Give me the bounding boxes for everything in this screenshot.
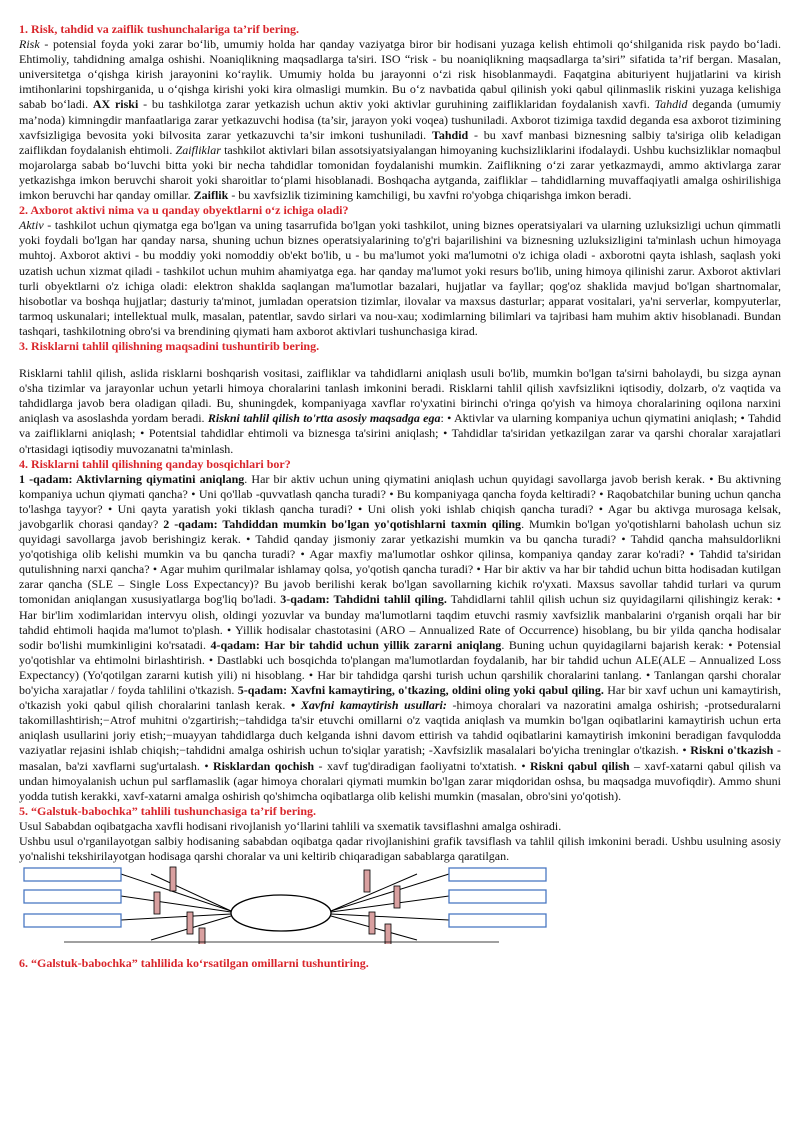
- question-6-title: 6. “Galstuk-babochka” tahlilida ko‘rsatilgan omillarni tushuntiring.: [19, 956, 369, 971]
- step-1-text: . Har bir aktiv uchun uning qiymatini aniqlash uchun quyidagi savollarga javob berish kerak. • Bu aktivning kompaniya uchun qiymati qancha? • Uni qo'llab -quvvatlash qancha turadi? • Bu kompaniyaga qancha foyda keltiradi? • Raqobatchilar buning uchun qancha to'lashga tayyor? • Uni qayta yaratish yoki tiklash qancha turadi? • Uni olish yoki ishlab chiqish qancha turadi? • Agar bu aktivga murosaga kelsak, javobgarlik chorasi qanday?: [19, 471, 781, 531]
- answer-1-text-d: - bu xavf manbasi biznesning salbiy ta'siriga olib keladigan zaiflikdan foydalanish ehtimoli.: [19, 127, 781, 157]
- bowtie-diagram: [19, 866, 781, 944]
- step-5-text: Har bir xavf uchun uni kamaytirish, o'tkazish yoki qabul qilish choralarini tanlash kerak.: [19, 683, 781, 713]
- cause-line: [121, 896, 231, 912]
- spacer: [19, 944, 781, 956]
- step-3-heading: 3-qadam: Tahdidni tahlil qiling.: [280, 592, 447, 607]
- cause-line: [121, 914, 231, 920]
- answer-3: [19, 366, 781, 457]
- step-5-emphasis: Xavfni kamaytirish usullari:: [300, 698, 447, 713]
- answer-4: [19, 472, 781, 804]
- consequence-box: [449, 914, 546, 927]
- risk-transfer-text: - masalan, ba'zi xavflarni sug'urtalash. •: [19, 743, 781, 773]
- prevention-barrier: [199, 928, 205, 944]
- answer-1-text-b: - bu tashkilotga zarar yetkazish uchun aktiv yoki aktivlar guruhining zaifliklaridan foydalanish xavfi.: [138, 97, 655, 112]
- step-5-heading: 5-qadam: Xavfni kamaytiring, o'tkazing, oldini oling yoki qabul qiling.: [237, 683, 604, 698]
- mitigation-barrier: [385, 924, 391, 944]
- consequence-line: [331, 914, 449, 920]
- cause-box: [24, 890, 121, 903]
- answer-2: [19, 218, 781, 339]
- risk-transfer-heading: Riskni o'tkazish: [690, 743, 774, 758]
- term-risk: Risk: [19, 37, 40, 52]
- question-5-title: 5. “Galstuk-babochka” tahlili tushunchasiga ta’rif bering.: [19, 803, 317, 818]
- document-page: [19, 22, 781, 971]
- bowtie-svg: [19, 866, 781, 944]
- term-ax-riski: AX riski: [92, 97, 139, 112]
- answer-1-text-f: - bu xavfsizlik tizimining kamchiligi, bu xavfni ro'yobga chiqarishga imkon beradi.: [228, 188, 632, 203]
- consequence-line: [331, 874, 449, 911]
- answer-1-text-e: tashkilot aktivlari bilan assotsiyatsiyalangan himoyaning kuchsizliklarini ifodalaydi. Ushbu kuchsizliklar nomaqbul mojarolarga sabab bo‘luvchi bitta yoki bir necha tahdidlar tomonidan foydalanishi mumkin. Zaiflikning o‘zi zarar yetkazmaydi, ammo aktivlarga zarar yetkazishga imkon beruvchi sharoit yoki sharoitlar to‘plami hisoblanadi. Boshqacha aytganda, zaifliklar – tahdidlarning muvaffaqiyatli amalga oshirilishiga imkon beruvchi har qanday omillar.: [19, 142, 781, 203]
- answer-3-text-a: Risklarni tahlil qilish, aslida risklarni boshqarish vositasi, zaifliklar va tahdidlarni aniqlash usuli bo'lib, mumkin bo'lgan ta'sirni baholaydi, bu sizga aynan o'sha tizimlar va jarayonlar uchun yetarli himoya choralarini tanlash imkonini beradi. Risklarni tahlil qilish xavfsizlikni iqtisodiy, dolzarb, o'z vaqtida va tahdidlarga javob bera oladigan qiladi. Bu, shuningdek, kompaniyaga xavflar ro'yxatini birinchi o'ringa qo'yish va himoya choralarining oqilona narxini aniqlash va asoslashda yordam beradi.: [19, 366, 781, 426]
- term-tahdid-italic: Tahdid: [654, 97, 688, 112]
- step-5-bullet: •: [291, 698, 301, 713]
- answer-5-line-1: Usul Sababdan oqibatgacha xavfli hodisani rivojlanish yo‘llarini tahlili va sxematik tavsiflashni amalga oshiradi.: [19, 818, 562, 833]
- answer-3-emphasis: Riskni tahlil qilish to'rtta asosiy maqsadga ega: [207, 411, 441, 426]
- answer-1-text-c: deganda (umumiy ma’noda) kimningdir manfaatlariga zarar yetkazuvchi hodisa (ta’sir, jarayon yoki voqea) tushuniladi. Axborot tizimiga taxdid deganda esa axborot tizimining xavfsizligiga bevosita yoki bilvosita zarar yetkazuvchi ta’sir imkoni tushuniladi.: [19, 97, 782, 142]
- risk-accept-heading: Riskni qabul qilish: [529, 758, 630, 773]
- risk-avoid-heading: Risklardan qochish: [212, 758, 315, 773]
- consequence-box: [449, 890, 546, 903]
- consequence-line: [331, 896, 449, 912]
- mitigation-barrier: [369, 912, 375, 934]
- prevention-barrier: [154, 892, 160, 914]
- step-3-text: Tahdidlarni tahlil qilish uchun siz quyidagilarni qilishingiz kerak: • Har bir'lim xodimlaridan intervyu olish, oldingi yozuvlar va bunday ma'lumotlarni taqdim etuvchi rasmiy xavfsizlik manbalarini o'rganish orqali har bir tahdid ehtimoli haqida ma'lumot to'plash. • Yillik hodisalar chastotasini (ARO – Annualized Rate of Occurrence) hisoblang, bu bir yilda qancha hodisalar sodir bo'lishi mumkinligini ko'rsatadi.: [19, 592, 782, 652]
- consequence-box: [449, 868, 546, 881]
- term-zaiflik: Zaiflik: [193, 188, 229, 203]
- answer-1: [19, 37, 781, 203]
- mitigation-barrier: [394, 886, 400, 908]
- mitigation-barrier: [364, 870, 370, 892]
- answer-5-line-2: Ushbu usul o'rganilayotgan salbiy hodisaning sababdan oqibatga qadar rivojlanishini grafik tavsiflash va tahlil qilish imkonini beradi. Ushbu usulning asosiy yo'nalishi tekshirilayotgan hodisaga qarshi choralar va uni keltirib chiqaradigan sabablarga qaratilgan.: [19, 833, 781, 864]
- consequence-line: [331, 874, 417, 911]
- step-4-heading: 4-qadam: Har bir tahdid uchun yillik zararni aniqlang: [210, 637, 502, 652]
- prevention-barrier: [187, 912, 193, 934]
- cause-box: [24, 868, 121, 881]
- question-2-title: 2. Axborot aktivi nima va u qanday obyektlarni o‘z ichiga oladi?: [19, 203, 349, 218]
- question-3-title: 3. Risklarni tahlil qilishning maqsadini tushuntirib bering.: [19, 338, 320, 353]
- risk-accept-text: – xavf-xatarni qabul qilish va undan himoyalanish uchun pul sarflamaslik (agar himoya choralari qiymati mumkin bo'lgan zarar miqdoridan oshsa, bu maqsadga muvofiqdir). Ammo shuni yodda tutish kerakki, xavf-xatarni amalga oshirish qo'shimcha oqibatlarga olib kelishi mumkin (masalan, obro'sini yo'qotish).: [19, 758, 782, 803]
- cause-line: [151, 874, 231, 911]
- step-2-heading: 2 -qadam: Tahdiddan mumkin bo'lgan yo'qotishlarni taxmin qiling: [163, 517, 522, 531]
- step-5-list: -himoya choralari va nazoratini amalga oshirish; -protseduralarni takomillashtirish;−Atrof muhitni o'zgartirish;−tahdidga ta'sir etuvchi omillarni o'z vaqtida aniqlash va mumkin bo'lgan oqibatlarini kamaytirish uchun erta aniqlash usullarini joriy etish;−muayyan tahdidlarga duch kelganda ishni davom ettirish va tahdid oqibatlarini kamaytirish imkonini beradigan favqulodda vaziyatlar rejasini ishlab chiqish;−tahdidni amalga oshirish uchun to'siqlar yaratish; -Xavfsizlik masalalari bo'yicha treninglar o'tkazish. •: [19, 698, 781, 758]
- step-4-text: . Buning uchun quyidagilarni bajarish kerak: • Potensial yo'qotishlar va ehtimolni birlashtirish. • Dastlabki uch bosqichda to'plangan ma'lumotlardan foydalanib, har bir tahdid uchun ALE(ALE – Annualized Loss Expectancy) (Yo'qotilgan zararni kutish yili) ni hisoblang. • Har bir tahdidga qarshi turish uchun qarshilik choralarini tanlang. • Tanlangan qarshi choralar bo'yicha xarajatlar / foyda tahlilini o'tkazish.: [19, 637, 781, 698]
- term-tahdid-bold: Tahdid: [431, 127, 469, 142]
- step-1-heading: 1 -qadam: Aktivlarning qiymatini aniqlang: [19, 471, 245, 486]
- prevention-barrier: [170, 867, 176, 891]
- risk-avoid-text: - xavf tug'diradigan faoliyatni to'xtatish. •: [314, 758, 530, 773]
- term-aktiv: Aktiv: [19, 218, 44, 233]
- answer-2-text: - tashkilot uchun qiymatga ega bo'lgan va uning tasarrufida bo'lgan yoki tashkilot, uning biznes operatsiyalari va ularning uzluksizligi uchun qimmatli yoki foydali bo'lgan har qanday narsa, shuning uchun biznes operatsiyalarining to'g'ri bajarilishini va biznesning uzluksizligini ta'minlash uchun himoyaga muhtoj. Axborot aktivi - bu moddiy yoki nomoddiy ob'ekt bo'lib, u - bu ma'lumot yoki ma'lumotni o'z ichiga oladi - axborotni qayta ishlash, saqlash yoki uzatish uchun xizmat qiladi - tashkilot uchun muhim ahamiyatga ega. har qanday ma'lumot yoki resurs bo'lib, uning himoya qilinishi zarur. Axborot aktivlari turli obyektlarni o'z ichiga oladi: elektron shaklda saqlangan ma'lumotlar bazalari, hujjatlar va fayllar; qog'oz shaklida mavjud bo'lgan shartnomalar, hisobotlar va boshqa hujjatlar; dasturiy ta'minot, jumladan operatsion tizimlar, ilovalar va maxsus dasturlar; apparat vositalari, ya'ni serverlar, kompyuterlar, tarmoq uskunalari; intellektual mulk, masalan, patentlar, savdo sirlari va nou-xau; xodimlarning bilimlari va tajribasi ham muhim aktiv hisoblanadi. Bundan tashqari, tashkilotning obro'si va brendining qiymati ham axborot aktivlari tushunchasiga kirad.: [19, 218, 781, 338]
- hazard-event-ellipse: [231, 895, 331, 931]
- answer-1-text-a: - potensial foyda yoki zarar bo‘lib, umumiy holda har qanday vaziyatga biror bir hodisani yuzaga kelish ehtimoli qo‘shilganida risk paydo bo‘ladi. Ehtimoliy, tahdidning amalga oshishi. Noaniqlikning maqsadlarga ta'siri. ISO “risk - bu noaniqlikning maqsadlarga ta’siri” sifatida ta’rif bergan. Masalan, universitetga o‘qishga kirish jarayonini ko‘raylik. Umumiy holda bu jarayonni o‘zi risk hisoblanmaydi. Faqatgina abituriyent hujjatlarini va kirish imtihonlarini topshirganida, u o‘qishga kirishi yoki kira olmasligi mumkin. Bu o‘z navbatida qabul qilinish yoki qabul qilinmaslik riskini yuzaga kelishiga sabab bo‘ladi.: [19, 37, 781, 112]
- question-4-title: 4. Risklarni tahlil qilishning qanday bosqichlari bor?: [19, 456, 291, 471]
- answer-3-text-b: : • Aktivlar va ularning kompaniya uchun qiymatini aniqlash; • Tahdid va zaifliklarni aniqlash; • Potentsial tahdidlar ehtimoli va biznesga ta'sirini aniqlash; • Tahdidlar ta'siridan yetkazilgan zarar va qarshi choralar xarajatlari o'rtasidagi iqtisodiy muvozanatni ta'minlash.: [19, 411, 781, 456]
- question-1-title: 1. Risk, tahdid va zaiflik tushunchalariga ta’rif bering.: [19, 22, 300, 36]
- cause-box: [24, 914, 121, 927]
- term-zaifliklar: Zaifliklar: [175, 142, 221, 157]
- spacer: [19, 354, 781, 366]
- step-2-text: . Mumkin bo'lgan yo'qotishlarni baholash uchun siz quyidagi savollarga javob berishingiz kerak. • Tahdid qanday jismoniy zarar yetkazishi mumkin va bu qancha turadi? • Tahdid qancha mahsuldorlikni yo'qotishiga olib kelishi mumkin va bu qancha turadi? • Agar maxfiy ma'lumotlar oshkor qilinsa, kompaniya qanday zarar ko'radi? • Tahdid ta'siridan qutulishning narxi qancha? • Agar muhim qurilmalar ishlamay qolsa, yo'qotish qancha turadi? • Har bir aktiv va har bir tahdid uchun bitta hodisadan kutilgan zarar qancha (SLE – Single Loss Expectancy)? Bu javob berilishi kerak bo'lgan savollarning kichik ro'yxati. Maxsus savollar tahdid turlari va qurum tomonidan aniqlangan xususiyatlarga bog'liq bo'ladi.: [19, 517, 782, 607]
